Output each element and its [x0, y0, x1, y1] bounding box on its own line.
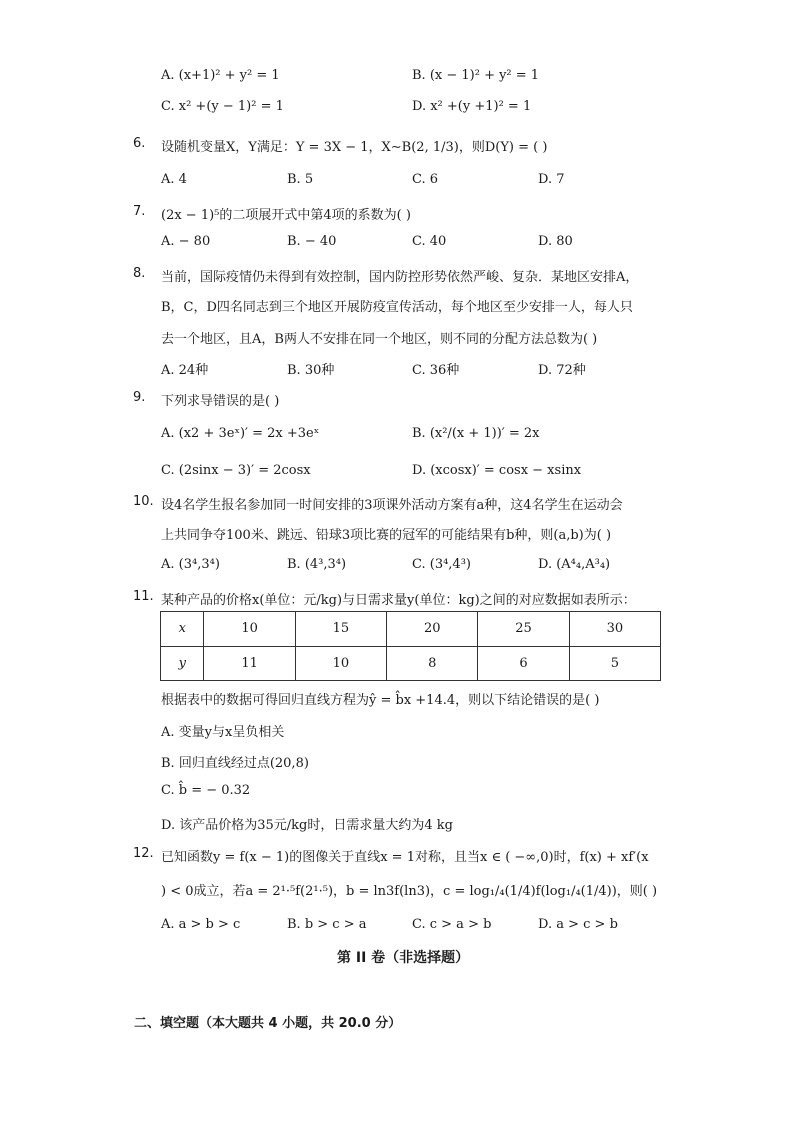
q6-option-c: C. 6	[412, 172, 439, 187]
q5-option-a: A. (x+1)² + y² = 1	[161, 68, 280, 83]
q11-after-table: 根据表中的数据可得回归直线方程为ŷ = b̂x +14.4，则以下结论错误的是( )	[161, 693, 600, 708]
q10-line-2: 上共同争夺100米、跳远、铅球3项比赛的冠军的可能结果有b种，则(a,b)为( )	[161, 528, 612, 543]
table-cell: x	[161, 612, 204, 647]
table-cell: 11	[204, 646, 295, 681]
q7-option-d: D. 80	[538, 234, 573, 249]
table-cell: 10	[204, 612, 295, 647]
q9-option-a: A. (x2 + 3eˣ)′ = 2x +3eˣ	[161, 426, 320, 441]
q7-number: 7.	[133, 204, 146, 219]
q9-number: 9.	[133, 390, 146, 405]
q9-option-d: D. (xcosx)′ = cosx − xsinx	[412, 463, 582, 478]
q6-stem: 设随机变量X，Y满足：Y = 3X − 1，X∼B(2, 1/3)，则D(Y) = ( )	[161, 140, 548, 155]
q9-stem: 下列求导错误的是( )	[161, 394, 280, 409]
q12-line-2: ) < 0成立，若a = 2¹·⁵f(2¹·⁵)，b = ln3f(ln3)，c = log₁/₄(1/4)f(log₁/₄(1/4))，则( )	[161, 884, 658, 899]
q5-option-d: D. x² +(y +1)² = 1	[412, 99, 532, 114]
q11-option-b: B. 回归直线经过点(20,8)	[161, 756, 309, 771]
q8-option-a: A. 24种	[161, 363, 209, 378]
table-cell: 10	[295, 646, 386, 681]
q12-option-d: D. a > c > b	[538, 917, 618, 932]
q10-line-1: 设4名学生报名参加同一时间安排的3项课外活动方案有a种，这4名学生在运动会	[161, 498, 623, 513]
q11-option-a: A. 变量y与x呈负相关	[161, 725, 285, 740]
q8-option-d: D. 72种	[538, 363, 586, 378]
q6-number: 6.	[133, 136, 146, 151]
table-row	[161, 612, 661, 647]
table-cell: 6	[478, 646, 569, 681]
q10-option-a: A. (3⁴,3⁴)	[161, 557, 220, 572]
q7-stem: (2x − 1)⁵的二项展开式中第4项的系数为( )	[161, 208, 411, 223]
q11-number: 11.	[133, 589, 154, 604]
q8-line-3: 去一个地区，且A，B两人不安排在同一个地区，则不同的分配方法总数为( )	[161, 332, 598, 347]
q8-line-1: 当前，国际疫情仍未得到有效控制，国内防控形势依然严峻、复杂．某地区安排A，	[161, 270, 639, 285]
q7-option-a: A. − 80	[161, 234, 211, 249]
q12-line-1: 已知函数y = f(x − 1)的图像关于直线x = 1对称，且当x ∈ ( −∞,0)时，f(x) + xf′(x	[161, 850, 649, 865]
table-row	[161, 646, 661, 681]
q5-option-b: B. (x − 1)² + y² = 1	[412, 68, 540, 83]
q9-option-b: B. (x²/(x + 1))′ = 2x	[412, 426, 540, 441]
table-cell: y	[161, 646, 204, 681]
part-title: 第 II 卷（非选择题）	[337, 950, 470, 966]
table-cell: 30	[569, 612, 660, 647]
q11-option-d: D. 该产品价格为35元/kg时，日需求量大约为4 kg	[161, 818, 453, 833]
q12-number: 12.	[133, 846, 154, 861]
q10-number: 10.	[133, 494, 154, 509]
q12-option-b: B. b > c > a	[287, 917, 367, 932]
q7-option-c: C. 40	[412, 234, 447, 249]
q8-option-c: C. 36种	[412, 363, 460, 378]
q5-option-c: C. x² +(y − 1)² = 1	[161, 99, 284, 114]
price-demand-table	[160, 611, 661, 681]
q9-option-c: C. (2sinx − 3)′ = 2cosx	[161, 463, 311, 478]
table-cell: 25	[478, 612, 569, 647]
q11-stem: 某种产品的价格x(单位：元/kg)与日需求量y(单位：kg)之间的对应数据如表所示：	[161, 593, 636, 608]
table-cell: 8	[387, 646, 478, 681]
table-cell: 5	[569, 646, 660, 681]
q6-option-d: D. 7	[538, 172, 565, 187]
q8-option-b: B. 30种	[287, 363, 335, 378]
q8-number: 8.	[133, 266, 146, 281]
q10-option-d: D. (A⁴₄,A³₄)	[538, 557, 611, 572]
q11-option-c: C. b̂ = − 0.32	[161, 783, 251, 798]
table-cell: 20	[387, 612, 478, 647]
q8-line-2: B，C，D四名同志到三个地区开展防疫宣传活动，每个地区至少安排一人，每人只	[161, 300, 633, 315]
q6-option-a: A. 4	[161, 172, 187, 187]
table-cell: 15	[295, 612, 386, 647]
q10-option-b: B. (4³,3⁴)	[287, 557, 347, 572]
q10-option-c: C. (3⁴,4³)	[412, 557, 471, 572]
q12-option-a: A. a > b > c	[161, 917, 241, 932]
section-heading: 二、填空题（本大题共 4 小题，共 20.0 分）	[134, 1016, 402, 1031]
q6-option-b: B. 5	[287, 172, 314, 187]
q12-option-c: C. c > a > b	[412, 917, 492, 932]
q7-option-b: B. − 40	[287, 234, 337, 249]
